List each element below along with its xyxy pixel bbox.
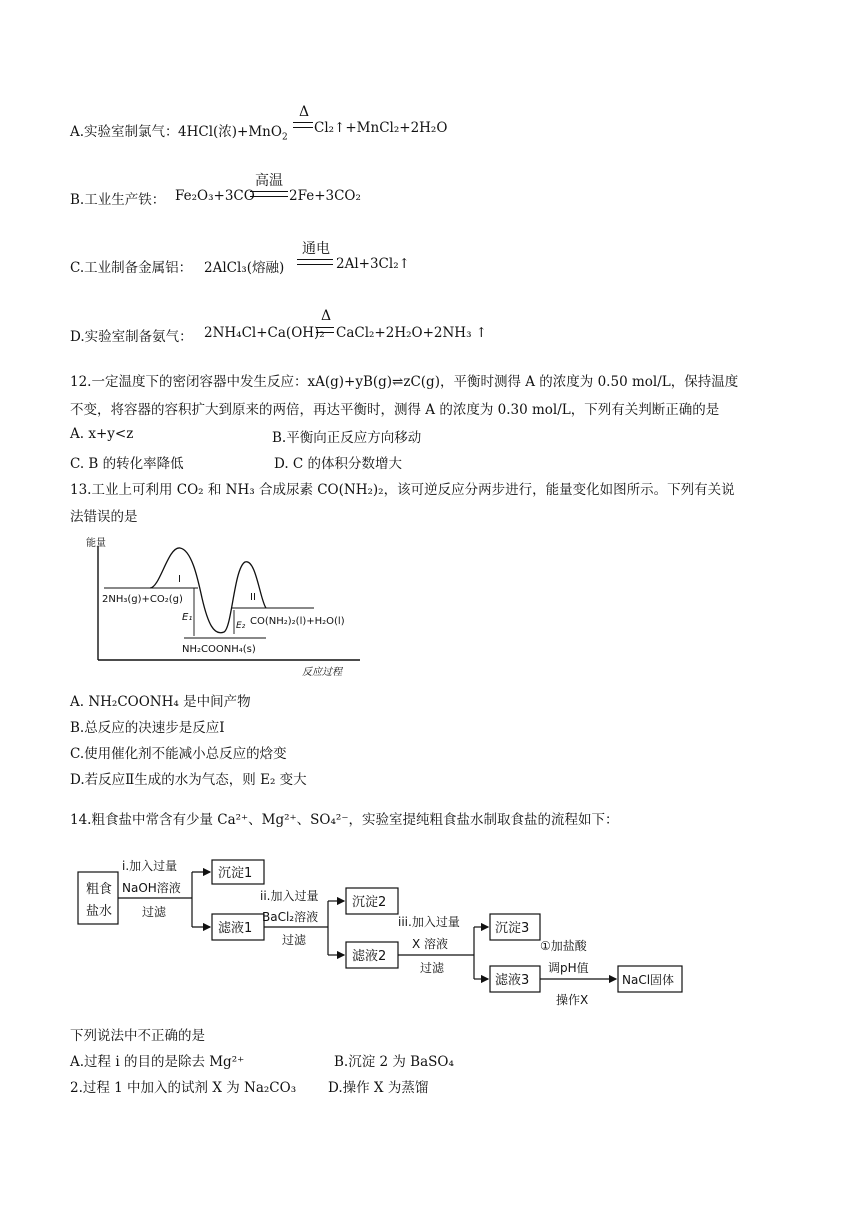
step1-line2: NaOH溶液	[122, 881, 181, 895]
intermediate-label: NH₂COONH₄(s)	[182, 644, 256, 655]
option-14b: B.沉淀 2 为 BaSO₄	[334, 1054, 454, 1070]
option-11c-lhs: 2AlCl₃(熔融)	[204, 260, 285, 276]
option-11b-label: B.工业生产铁：	[70, 192, 166, 208]
filt2-label: 滤液2	[352, 949, 387, 964]
question-14-stem: 14.粗食盐中常含有少量 Ca²⁺、Mg²⁺、SO₄²⁻，实验室提纯粗食盐水制取食盐的流程如下：	[70, 812, 619, 828]
peak-2-label: II	[250, 592, 256, 603]
option-14d: D.操作 X 为蒸馏	[328, 1080, 429, 1096]
step4-line2: 调pH值	[548, 961, 589, 975]
option-11a-rhs: Cl₂↑+MnCl₂+2H₂O	[314, 120, 448, 136]
option-12a: A. x+y<z	[70, 426, 134, 442]
option-11b-condition: 高温	[255, 173, 283, 189]
option-13c: C.使用催化剂不能减小总反应的焓变	[70, 746, 287, 762]
option-12c: C. B 的转化率降低	[70, 456, 184, 472]
equals-sign	[250, 191, 288, 197]
option-11d-rhs: CaCl₂+2H₂O+2NH₃ ↑	[336, 325, 488, 341]
option-14a: A.过程 i 的目的是除去 Mg²⁺	[70, 1054, 245, 1070]
option-12b: B.平衡向正反应方向移动	[272, 430, 422, 446]
step2-line1: ii.加入过量	[260, 889, 319, 903]
option-11a-label: A.实验室制氯气：	[70, 124, 179, 140]
e1-label: E₁	[182, 612, 193, 623]
step3-line1: iii.加入过量	[398, 915, 460, 929]
option-13b: B.总反应的决速步是反应Ⅰ	[70, 720, 225, 736]
end-label: NaCl固体	[622, 973, 675, 987]
option-11b-rhs: 2Fe+3CO₂	[289, 188, 361, 204]
step4-line3: 操作X	[556, 993, 589, 1007]
product-label: CO(NH₂)₂(l)+H₂O(l)	[250, 616, 345, 627]
option-11d-condition: Δ	[320, 308, 332, 324]
step2-line2: BaCl₂溶液	[262, 910, 319, 924]
peak-1-label: I	[178, 574, 181, 585]
ppt1-label: 沉淀1	[218, 866, 253, 881]
option-11d-lhs: 2NH₄Cl+Ca(OH)₂	[204, 325, 325, 341]
step4-line1: ①加盐酸	[540, 939, 587, 953]
option-11a-lhs: 4HCl(浓)+MnO$_2$	[178, 124, 288, 143]
filt3-label: 滤液3	[495, 973, 530, 988]
step2-line3: 过滤	[282, 933, 307, 947]
question-12-stem-line1: 12.一定温度下的密闭容器中发生反应：xA(g)+yB(g)⇌zC(g)，平衡时测得 A 的浓度为 0.50 mol/L，保持温度	[70, 374, 739, 390]
reactant-label: 2NH₃(g)+CO₂(g)	[102, 594, 183, 605]
e2-label: E₂	[236, 621, 246, 631]
option-13a: A. NH₂COONH₄ 是中间产物	[70, 694, 251, 710]
filt1-label: 滤液1	[218, 921, 253, 936]
start-label-1: 粗食	[86, 882, 113, 897]
ppt2-label: 沉淀2	[352, 895, 387, 910]
step1-line3: 过滤	[142, 905, 167, 919]
energy-diagram	[70, 528, 370, 682]
equals-sign	[316, 327, 334, 333]
question-14-prompt: 下列说法中不正确的是	[70, 1028, 205, 1044]
equals-sign	[293, 122, 313, 128]
question-13-stem-line2: 法错误的是	[70, 509, 138, 525]
question-12-stem-line2: 不变，将容器的容积扩大到原来的两倍，再达平衡时，测得 A 的浓度为 0.30 mol/L，下列有关判断正确的是	[70, 402, 720, 418]
option-11c-label: C.工业制备金属铝：	[70, 260, 193, 276]
step3-line3: 过滤	[420, 961, 445, 975]
option-11c-rhs: 2Al+3Cl₂↑	[336, 256, 410, 272]
ppt3-label: 沉淀3	[495, 921, 530, 936]
step1-line1: i.加入过量	[122, 859, 178, 873]
y-axis-label: 能量	[86, 538, 106, 549]
x-axis-label: 反应过程	[302, 667, 342, 678]
option-13d: D.若反应Ⅱ生成的水为气态，则 E₂ 变大	[70, 772, 307, 788]
option-11b-lhs: Fe₂O₃+3CO	[175, 188, 255, 204]
option-11d-label: D.实验室制备氨气：	[70, 329, 193, 345]
option-12d: D. C 的体积分数增大	[274, 456, 403, 472]
purification-flowchart	[70, 848, 690, 1018]
option-14c: 2.过程 1 中加入的试剂 X 为 Na₂CO₃	[70, 1080, 297, 1096]
option-11a-condition: Δ	[298, 104, 310, 120]
start-label-2: 盐水	[86, 904, 113, 919]
step3-line2: X 溶液	[412, 937, 449, 951]
question-13-stem-line1: 13.工业上可利用 CO₂ 和 NH₃ 合成尿素 CO(NH₂)₂，该可逆反应分两步进行，能量变化如图所示。下列有关说	[70, 482, 735, 498]
equals-sign	[297, 259, 333, 265]
option-11c-condition: 通电	[302, 241, 330, 257]
